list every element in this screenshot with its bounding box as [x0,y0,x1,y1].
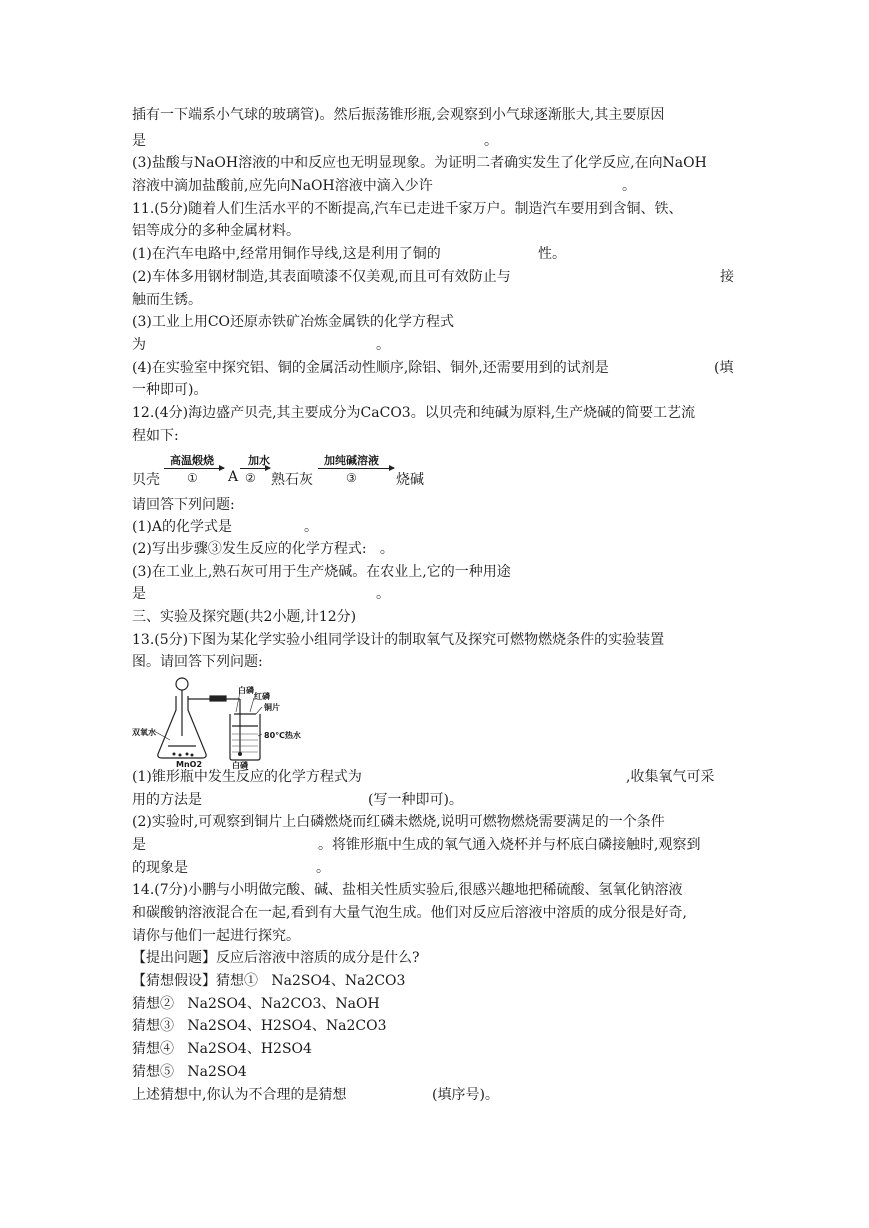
flow-step3-num: ③ [346,471,357,485]
process-flow [132,450,452,492]
text-line: 是 [132,837,146,853]
question-11: 11.(5分)随着人们生活水平的不断提高,汽车已走进千家万户。制造汽车要用到含铜、铁、 [132,201,683,217]
text-line: 图。请回答下列问题: [132,654,263,670]
label-white-phosphorus-top: 白磷 [238,686,254,695]
flow-step2-num: ② [245,471,256,485]
text-line: (填序号)。 [432,1087,499,1103]
text-line: 接 [720,269,734,285]
text-line: (4)在实验室中探究铝、铜的金属活动性顺序,除铝、铜外,还需要用到的试剂是 [132,360,609,376]
text-line: 【猜想假设】猜想① Na2SO4、Na2CO3 [132,973,406,989]
text-line: 。 [376,586,390,602]
arrow-icon [240,468,270,469]
label-hot-water: 80℃热水 [264,731,301,740]
arrow-icon [164,468,224,469]
text-line: 。 [484,133,498,149]
flow-step2-label: 加水 [248,454,270,467]
text-line: (2)实验时,可观察到铜片上白磷燃烧而红磷未燃烧,说明可燃物燃烧需要满足的一个条件 [132,814,665,830]
text-line: 程如下: [132,428,179,444]
flow-start: 贝壳 [132,472,160,488]
label-red-phosphorus: 红磷 [254,692,270,701]
text-line: (2)车体多用钢材制造,其表面喷漆不仅美观,而且可有效防止与 [132,269,511,285]
text-line: 。 [376,337,390,353]
text-line: 。 [316,860,330,876]
text-line: 。 [622,178,636,194]
question-12: 12.(4分)海边盛产贝壳,其主要成分为CaCO3。以贝壳和纯碱为原料,生产烧碱的简要工艺流 [132,405,696,421]
text-line: (2)写出步骤③发生反应的化学方程式: 。 [132,541,394,557]
text-line: (3)盐酸与NaOH溶液的中和反应也无明显现象。为证明二者确实发生了化学反应,在向NaOH [132,155,707,171]
label-hydrogen-peroxide: 双氧水 [132,728,156,737]
text-line: 猜想③ Na2SO4、H2SO4、Na2CO3 [132,1018,387,1034]
text-line: (1)在汽车电路中,经常用铜作导线,这是利用了铜的 [132,246,441,262]
text-line: (3)在工业上,熟石灰可用于生产烧碱。在农业上,它的一种用途 [132,564,511,580]
text-line: 一种即可)。 [132,382,208,398]
text-line: 【提出问题】反应后溶液中溶质的成分是什么? [132,950,420,966]
text-line: 用的方法是 [132,792,202,808]
flow-step3-label: 加纯碱溶液 [324,454,379,467]
flow-end: 烧碱 [396,472,424,488]
question-13: 13.(5分)下图为某化学实验小组同学设计的制取氧气及探究可燃物燃烧条件的实验装置 [132,632,665,648]
experiment-apparatus-diagram [132,674,312,770]
text-line: (3)工业上用CO还原赤铁矿冶炼金属铁的化学方程式 [132,314,455,330]
text-line: (1)锥形瓶中发生反应的化学方程式为 [132,769,362,785]
text-line: 请回答下列问题: [132,497,235,513]
text-line: 猜想② Na2SO4、Na2CO3、NaOH [132,996,380,1012]
text-line: (写一种即可)。 [368,792,463,808]
text-line: ,收集氧气可采 [626,769,715,785]
section-heading: 三、实验及探究题(共2小题,计12分) [132,609,357,625]
text-line: (1)A的化学式是 [132,519,232,535]
label-catalyst: MnO2 [176,760,203,769]
text-line: 猜想④ Na2SO4、H2SO4 [132,1041,312,1057]
label-white-phosphorus-bottom: 白磷 [232,761,248,770]
flow-step1-num: ① [187,471,198,485]
text-line: 是 [132,133,146,149]
flow-mid2: 熟石灰 [271,472,313,488]
question-14: 14.(7分)小鹏与小明做完酸、碱、盐相关性质实验后,很感兴趣地把稀硫酸、氢氧化钠溶液 [132,882,683,898]
label-copper-sheet: 铜片 [264,703,280,712]
text-line: 。将锥形瓶中生成的氧气通入烧杯并与杯底白磷接触时,观察到 [318,837,701,853]
apparatus-drawing [132,674,312,766]
text-line: (填 [714,360,734,376]
text-line: 的现象是 [132,860,188,876]
text-line: 为 [132,337,146,353]
text-line: 和碳酸钠溶液混合在一起,看到有大量气泡生成。他们对反应后溶液中溶质的成分很是好奇, [132,905,687,921]
text-line: 。 [304,519,318,535]
text-line: 触而生锈。 [132,292,202,308]
text-line: 请你与他们一起进行探究。 [132,928,300,944]
text-line: 猜想⑤ Na2SO4 [132,1064,247,1080]
text-line: 插有一下端系小气球的玻璃管)。然后振荡锥形瓶,会观察到小气球逐渐胀大,其主要原因 [132,107,665,123]
text-line: 是 [132,586,146,602]
flow-step1-label: 高温煅烧 [170,454,214,467]
arrow-icon [318,468,394,469]
text-line: 铝等成分的多种金属材料。 [132,223,300,239]
text-line: 溶液中滴加盐酸前,应先向NaOH溶液中滴入少许 [132,178,433,194]
text-line: 上述猜想中,你认为不合理的是猜想 [132,1087,347,1103]
text-line: 性。 [538,246,566,262]
flow-mid1: A [228,469,239,485]
